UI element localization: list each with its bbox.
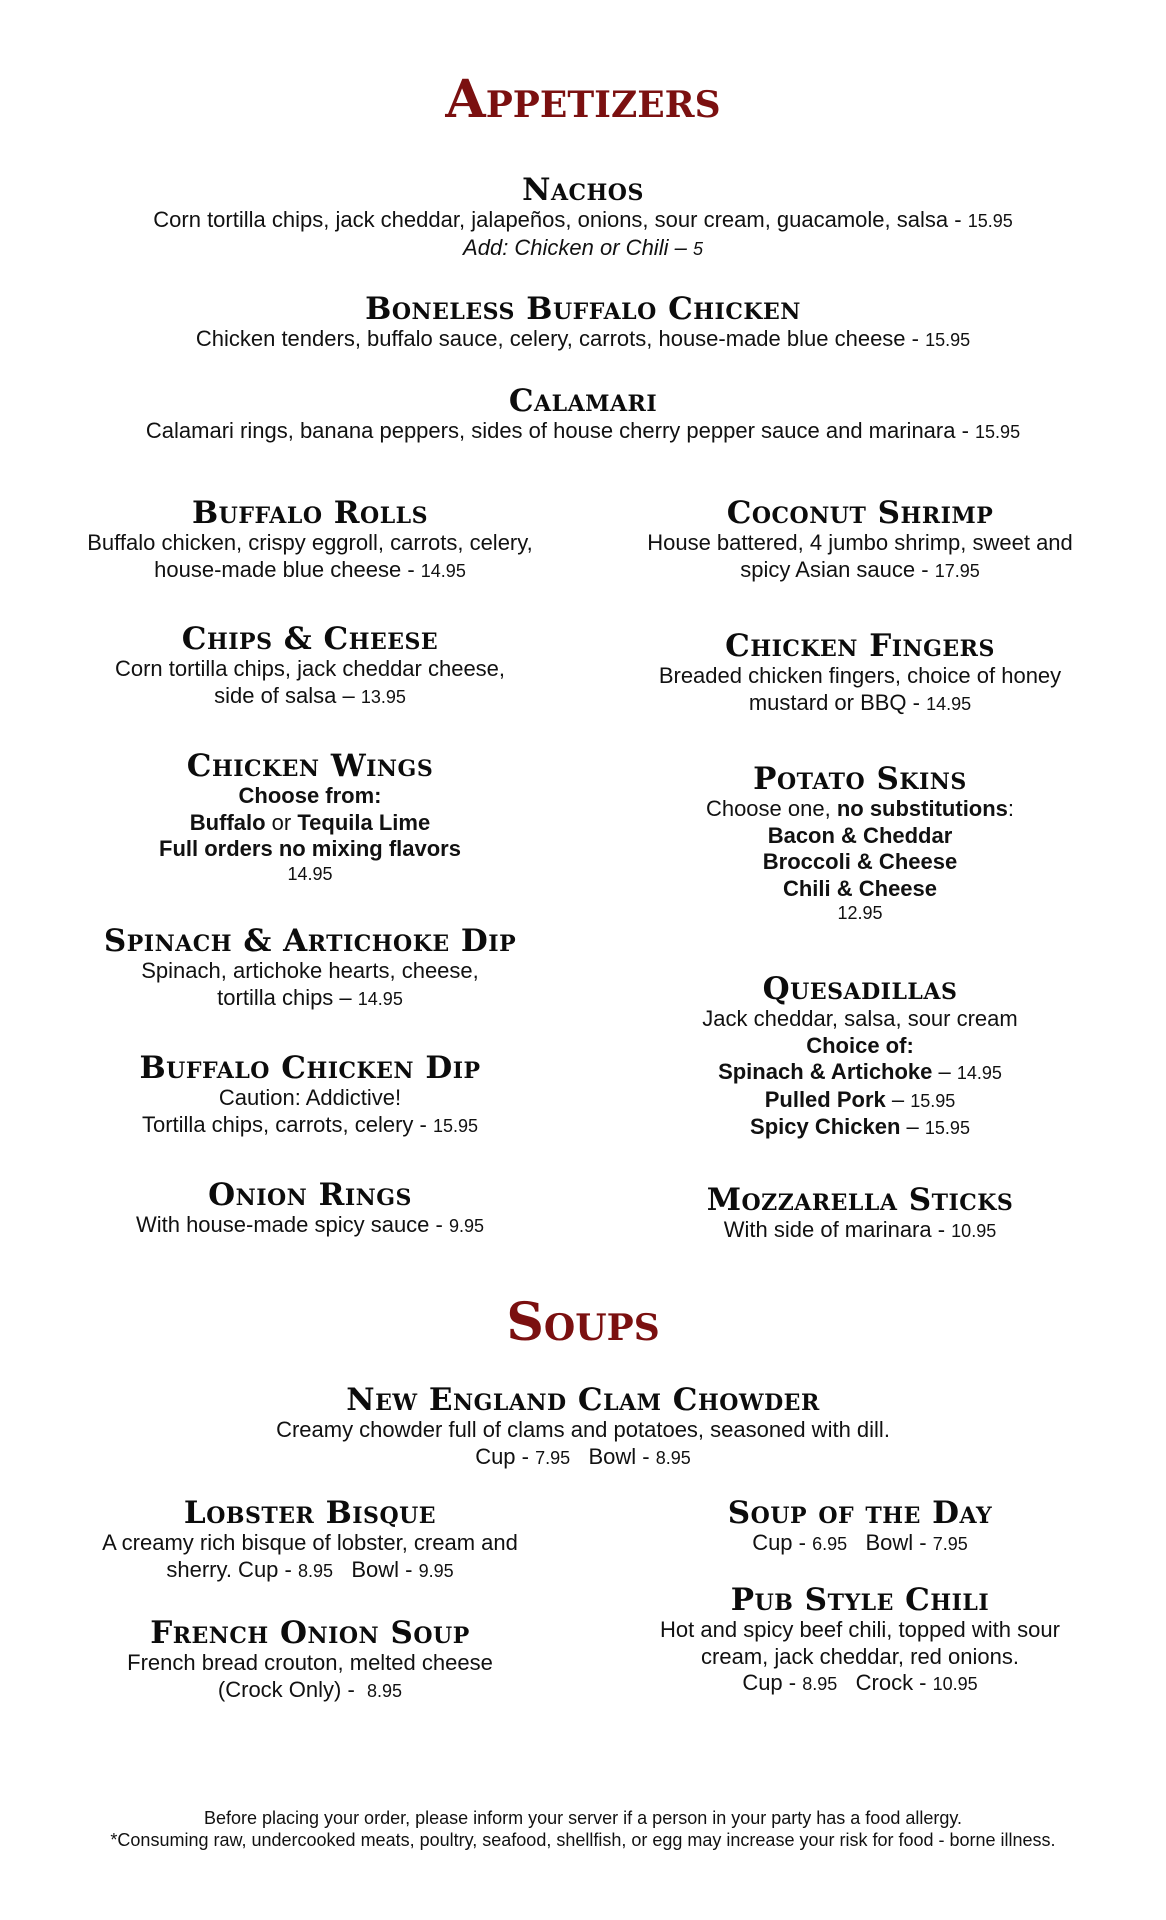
- item-description-2: cream, jack cheddar, red onions.: [701, 1643, 1019, 1669]
- item-price: 14.95: [926, 693, 972, 714]
- item-description: French bread crouton, melted cheese: [127, 1650, 493, 1675]
- item-price: 9.95: [448, 1216, 485, 1236]
- menu-item-mozzarella-sticks: [600, 1183, 1120, 1245]
- menu-item-quesadillas: [600, 972, 1120, 1142]
- item-name: Potato Skins: [753, 761, 967, 797]
- cup-price: 6.95: [812, 1534, 848, 1554]
- crock-price: 10.95: [932, 1674, 978, 1694]
- item-name: Boneless Buffalo Chicken: [365, 291, 801, 327]
- skin-option: Broccoli & Cheese: [762, 849, 958, 874]
- item-name: Quesadillas: [762, 971, 958, 1007]
- item-description: Hot and spicy beef chili, topped with sour: [660, 1617, 1060, 1642]
- bowl-label: Bowl -: [588, 1443, 656, 1469]
- flavor-option: Tequila Lime: [297, 809, 431, 835]
- item-description-2: tortilla chips –: [217, 984, 358, 1010]
- item-description: Caution: Addictive!: [218, 1085, 402, 1110]
- dash-text: –: [932, 1059, 957, 1084]
- item-description-2: side of salsa –: [214, 682, 361, 708]
- item-name: Chicken Wings: [186, 748, 434, 784]
- cup-label: Cup -: [475, 1443, 536, 1469]
- item-name: Chips & Cheese: [181, 621, 439, 657]
- item-description: Spinach, artichoke hearts, cheese,: [141, 958, 479, 983]
- menu-item-chicken-fingers: [600, 629, 1120, 717]
- dash-text: –: [885, 1086, 911, 1112]
- cup-price: 7.95: [535, 1447, 571, 1468]
- colon-text: :: [1007, 796, 1015, 821]
- bowl-label: Bowl -: [351, 1556, 419, 1582]
- item-description: House battered, 4 jumbo shrimp, sweet and: [647, 530, 1073, 555]
- bowl-label: Bowl -: [865, 1530, 933, 1555]
- item-choice: Choice of:: [806, 1032, 914, 1058]
- footer-allergy-notice: [20, 1807, 1146, 1851]
- item-name: Mozzarella Sticks: [706, 1182, 1014, 1218]
- cup-price: 8.95: [802, 1674, 838, 1694]
- item-price: 12.95: [837, 903, 883, 923]
- item-description: Corn tortilla chips, jack cheddar, jalapeños, onions, sour cream, guacamole, salsa -: [153, 207, 968, 232]
- item-name: Nachos: [522, 172, 644, 208]
- cup-label: Cup -: [742, 1670, 803, 1695]
- item-price: 10.95: [951, 1221, 997, 1241]
- item-choose: Choose one,: [705, 796, 837, 821]
- skin-option: Bacon & Cheddar: [767, 822, 953, 848]
- item-price: 15.95: [925, 330, 971, 350]
- item-name: Pub Style Chili: [730, 1582, 990, 1618]
- item-price: 14.95: [357, 988, 403, 1009]
- item-description-2: (Crock Only) -: [217, 1676, 368, 1702]
- item-choose: Choose from:: [238, 783, 382, 808]
- item-name: Coconut Shrimp: [726, 495, 994, 531]
- item-price: 14.95: [287, 863, 333, 884]
- cup-price: 8.95: [297, 1560, 334, 1581]
- menu-item-chicken-wings: [40, 749, 580, 885]
- item-description-2: sherry. Cup -: [166, 1556, 298, 1582]
- item-description-2: spicy Asian sauce -: [740, 556, 935, 582]
- item-price: 15.95: [432, 1115, 478, 1136]
- item-description: Calamari rings, banana peppers, sides of house cherry pepper sauce and marinara -: [145, 418, 976, 443]
- menu-item-chips-cheese: [40, 622, 580, 710]
- item-description-2: mustard or BBQ -: [748, 689, 927, 715]
- item-name: Soup of the Day: [727, 1495, 993, 1531]
- item-name: Calamari: [508, 383, 658, 419]
- menu-item-soup-of-the-day: [600, 1496, 1120, 1558]
- item-name: Spinach & Artichoke Dip: [103, 923, 517, 959]
- item-name: Lobster Bisque: [183, 1495, 437, 1531]
- item-description-2: house-made blue cheese -: [154, 556, 421, 582]
- option-price: 15.95: [924, 1118, 970, 1138]
- menu-item-calamari: [60, 384, 1106, 446]
- item-price: 14.95: [420, 560, 466, 581]
- bowl-price: 9.95: [418, 1560, 454, 1581]
- menu-item-buffalo-chicken-dip: [40, 1051, 580, 1139]
- menu-item-potato-skins: [600, 762, 1120, 924]
- item-description: With side of marinara -: [723, 1217, 952, 1242]
- quesadilla-option: Spicy Chicken: [750, 1114, 901, 1139]
- menu-item-coconut-shrimp: [600, 496, 1120, 584]
- consumption-warning: *Consuming raw, undercooked meats, poultry, seafood, shellfish, or egg may increase your risk for food - borne illness.: [110, 1830, 1056, 1850]
- item-description: Corn tortilla chips, jack cheddar cheese,: [114, 656, 506, 681]
- item-name: Chicken Fingers: [725, 628, 995, 664]
- bowl-price: 8.95: [655, 1447, 691, 1468]
- item-price: 17.95: [934, 560, 980, 581]
- item-addon: Add: Chicken or Chili –: [463, 234, 693, 260]
- item-note: Full orders no mixing flavors: [159, 836, 461, 861]
- item-description: Jack cheddar, salsa, sour cream: [702, 1006, 1018, 1031]
- allergy-notice: Before placing your order, please inform your server if a person in your party has a food allergy.: [203, 1808, 963, 1828]
- crock-label: Crock -: [855, 1670, 933, 1695]
- item-name: French Onion Soup: [150, 1615, 470, 1651]
- menu-item-clam-chowder: [60, 1383, 1106, 1471]
- item-description: A creamy rich bisque of lobster, cream and: [102, 1530, 518, 1555]
- item-name: Onion Rings: [208, 1177, 412, 1213]
- menu-item-french-onion-soup: [40, 1616, 580, 1704]
- menu-item-onion-rings: [40, 1178, 580, 1240]
- menu-item-pub-style-chili: [600, 1583, 1120, 1698]
- option-price: 15.95: [910, 1090, 956, 1111]
- item-description: Creamy chowder full of clams and potatoes, seasoned with dill.: [276, 1417, 890, 1442]
- item-description: Buffalo chicken, crispy eggroll, carrots, celery,: [87, 530, 533, 555]
- addon-price: 5: [692, 238, 703, 259]
- item-price: 15.95: [975, 422, 1021, 442]
- appetizers-heading: Appetizers: [445, 69, 721, 130]
- item-name: Buffalo Rolls: [191, 495, 429, 531]
- item-price: 8.95: [367, 1680, 403, 1701]
- menu-item-buffalo-rolls: [40, 496, 580, 584]
- item-name: Buffalo Chicken Dip: [139, 1050, 481, 1086]
- item-description: With house-made spicy sauce -: [135, 1212, 449, 1237]
- dash-text: –: [900, 1114, 925, 1139]
- item-choose-bold: no substitutions: [836, 796, 1008, 821]
- cup-label: Cup -: [752, 1530, 813, 1555]
- quesadilla-option: Pulled Pork: [764, 1086, 886, 1112]
- item-name: New England Clam Chowder: [346, 1382, 820, 1418]
- item-description-2: Tortilla chips, carrots, celery -: [141, 1111, 433, 1137]
- flavor-option: Buffalo: [189, 809, 266, 835]
- item-description: Chicken tenders, buffalo sauce, celery, carrots, house-made blue cheese -: [195, 326, 926, 351]
- item-price: 13.95: [360, 686, 406, 707]
- menu-item-lobster-bisque: [40, 1496, 580, 1584]
- soups-heading: Soups: [506, 1292, 660, 1353]
- menu-item-boneless-buffalo-chicken: [60, 292, 1106, 354]
- menu-item-nachos: [60, 173, 1106, 262]
- quesadilla-option: Spinach & Artichoke: [718, 1059, 933, 1084]
- item-price: 15.95: [967, 211, 1013, 231]
- option-price: 14.95: [956, 1063, 1002, 1083]
- item-description: Breaded chicken fingers, choice of honey: [658, 663, 1062, 688]
- or-text: or: [265, 809, 298, 835]
- menu-item-spinach-artichoke-dip: [40, 924, 580, 1012]
- skin-option: Chili & Cheese: [782, 875, 938, 901]
- bowl-price: 7.95: [932, 1534, 968, 1554]
